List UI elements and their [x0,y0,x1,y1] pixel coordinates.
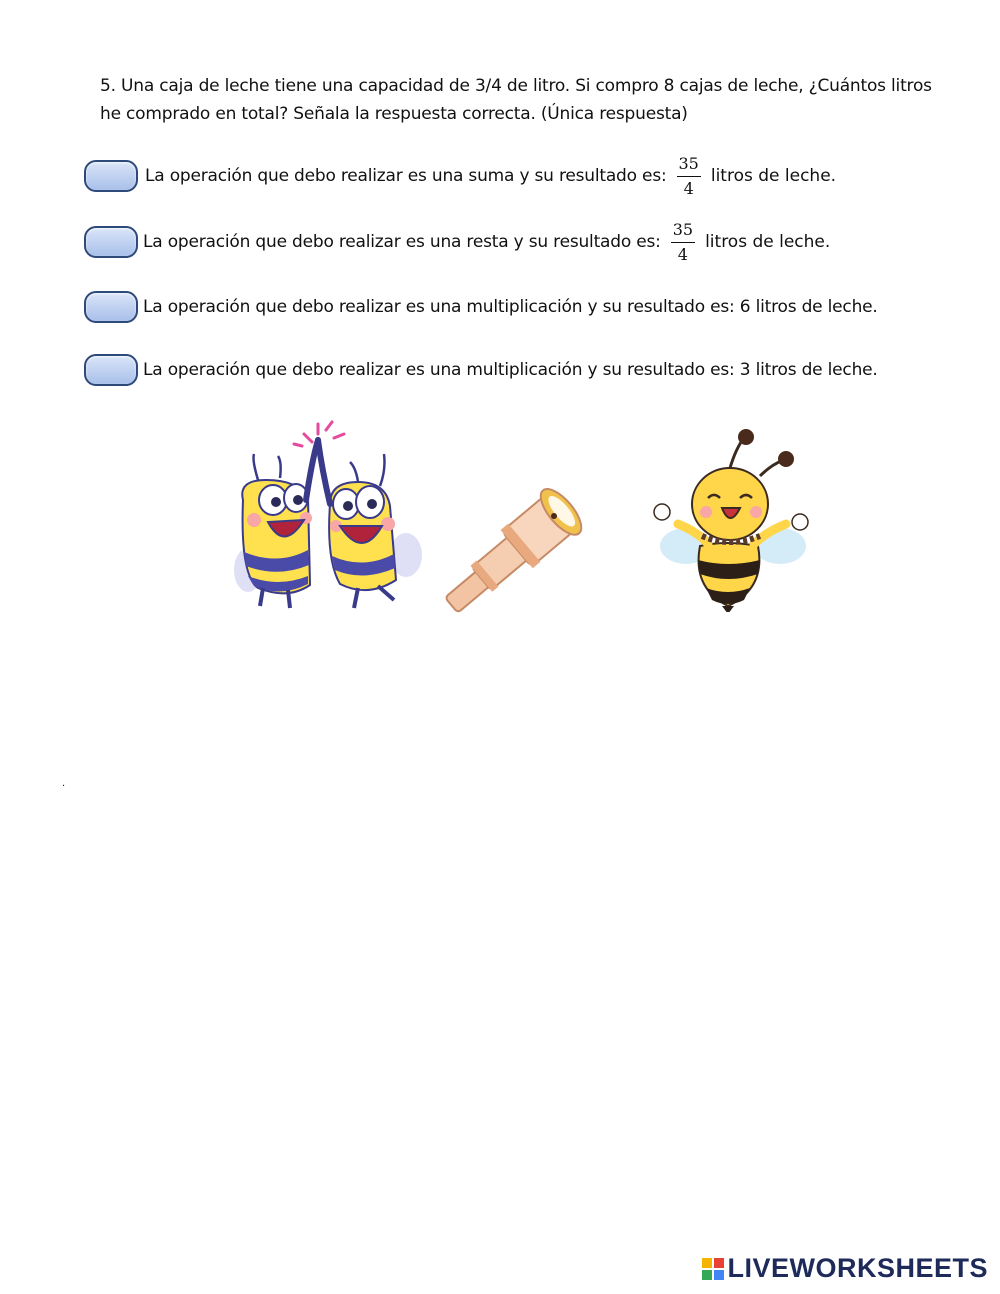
logo-text: LIVEWORKSHEETS [727,1253,988,1283]
answer-select-button-1[interactable] [84,160,138,192]
liveworksheets-logo[interactable] [702,1253,988,1284]
answer-option-4 [84,350,964,390]
happy-bee-illustration [648,428,816,612]
answer-option-1 [84,153,964,198]
answer-option-text: La operación que debo realizar es una suma y su resultado es: [145,166,667,186]
answer-option-3 [84,287,964,327]
answer-select-button-4[interactable] [84,354,138,386]
fraction-numerator: 35 [677,155,701,177]
fraction-denominator: 4 [683,178,694,198]
answer-option-text: La operación que debo realizar es una multiplicación y su resultado es: 6 litros de leche. [143,297,878,317]
answer-option-text: La operación que debo realizar es una resta y su resultado es: [143,232,661,252]
answer-option-tail: litros de leche. [710,166,837,186]
high-five-bees-illustration [218,420,432,616]
answer-select-button-2[interactable] [84,226,138,258]
answer-option-tail: litros de leche. [705,232,831,252]
answer-option-text: La operación que debo realizar es una multiplicación y su resultado es: 3 litros de leche. [143,360,878,380]
question-text [100,72,940,128]
answer-option-2 [84,219,964,264]
fraction-denominator: 4 [677,244,688,264]
telescope-illustration [438,486,586,620]
stray-mark: . [62,778,66,789]
fraction [677,155,701,198]
fraction [671,221,695,264]
answer-select-button-3[interactable] [84,291,138,323]
question-line-1: 5. Una caja de leche tiene una capacidad de 3/4 de litro. Si compro 8 cajas de leche, ¿Cuántos litros [100,76,932,96]
fraction-numerator: 35 [671,221,695,243]
question-line-2: he comprado en total? Señala la respuesta correcta. (Única respuesta) [100,104,688,124]
liveworksheets-logo-icon [702,1258,724,1280]
